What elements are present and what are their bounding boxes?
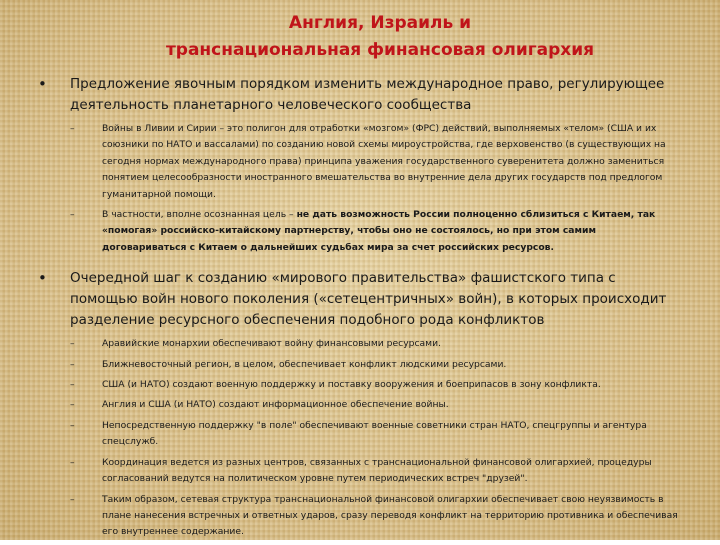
bullet-item: [38, 74, 680, 116]
title-line-1: Англия, Израиль и: [288, 13, 472, 33]
slide-title: [100, 10, 660, 64]
bullet-item: [38, 268, 680, 331]
dash-icon: –: [70, 419, 75, 431]
sub-bullet-item: [38, 357, 680, 373]
sub-bullet-item: [38, 455, 680, 488]
bullet-icon: •: [38, 75, 47, 93]
sub-bullet-item: [38, 418, 680, 451]
sub-bullet-text: Аравийские монархии обеспечивают войну финансовыми ресурсами.: [102, 338, 441, 350]
dash-icon: –: [70, 358, 75, 370]
dash-icon: –: [70, 456, 75, 468]
sub-bullet-item: [38, 207, 680, 256]
sub-bullet-text: Ближневосточный регион, в целом, обеспечивает конфликт людскими ресурсами.: [102, 358, 507, 370]
spacer: [38, 260, 680, 268]
sub-bullet-text: Непосредственную поддержку "в поле" обеспечивают военные советники стран НАТО, спецгруппы и агентура спецслужб.: [102, 419, 647, 448]
bullet-icon: •: [38, 269, 47, 288]
title-line-2: транснациональная финансовая олигархия: [165, 40, 595, 60]
sub-bullet-text: Координация ведется из разных центров, связанных с транснациональной финансовой олигархией, процедуры согласований ведутся на политическом уровне путем периодических встреч "друзей".: [102, 456, 652, 485]
sub-bullet-item: [38, 397, 680, 413]
sub-bullet-text: Англия и США (и НАТО) создают информационное обеспечение войны.: [102, 399, 449, 411]
dash-icon: –: [70, 399, 75, 411]
bullet-text: Предложение явочным порядком изменить международное право, регулирующее деятельность планетарного человеческого сообщества: [70, 76, 665, 113]
dash-icon: –: [70, 338, 75, 350]
sub-bullet-item: [38, 121, 680, 203]
bullet-list: [38, 74, 680, 545]
dash-icon: –: [70, 209, 75, 221]
dash-icon: –: [70, 493, 75, 505]
sub-bullet-text: Войны в Ливии и Сирии – это полигон для отработки «мозгом» (ФРС) действий, выполняемых «телом» (США и их союзники по НАТО и вассалами) по созданию новой схемы мироустройства, где верховенство (в существующих на сегодня нормах международного права) принципа уважения государственного суверенитета должно замениться понятием целесообразности иностранного вмешательства во внутренние дела других государств под предлогом гуманитарной помощи.: [102, 123, 666, 200]
sub-bullet-text: В частности, вполне осознанная цель –: [102, 209, 297, 221]
sub-bullet-item: [38, 377, 680, 393]
sub-bullet-text: США (и НАТО) создают военную поддержку и поставку вооружения и боеприпасов в зону конфликта.: [102, 379, 601, 391]
dash-icon: –: [70, 379, 75, 391]
dash-icon: –: [70, 123, 75, 134]
sub-bullet-item: [38, 492, 680, 541]
bullet-text: Очередной шаг к созданию «мирового правительства» фашистского типа с помощью войн нового поколения («сетецентричных» войн), в которых происходит разделение ресурсного обеспечения подобного рода конфликтов: [70, 270, 667, 329]
sub-bullet-item: [38, 336, 680, 352]
sub-bullet-bold-text: не дать возможность России полноценно сблизиться с Китаем, так «помогая» российско-китайскому партнерству, чтобы оно не состоялось, но при этом самим договариваться с Китаем о дальнейших судьбах мира за счет российских ресурсов.: [102, 209, 656, 253]
sub-bullet-text: Таким образом, сетевая структура транснациональной финансовой олигархии обеспечивает свою неуязвимость в плане нанесения встречных и ответных ударов, сразу переводя конфликт на территорию противника и обеспечивая его внутреннее содержание.: [102, 493, 678, 538]
